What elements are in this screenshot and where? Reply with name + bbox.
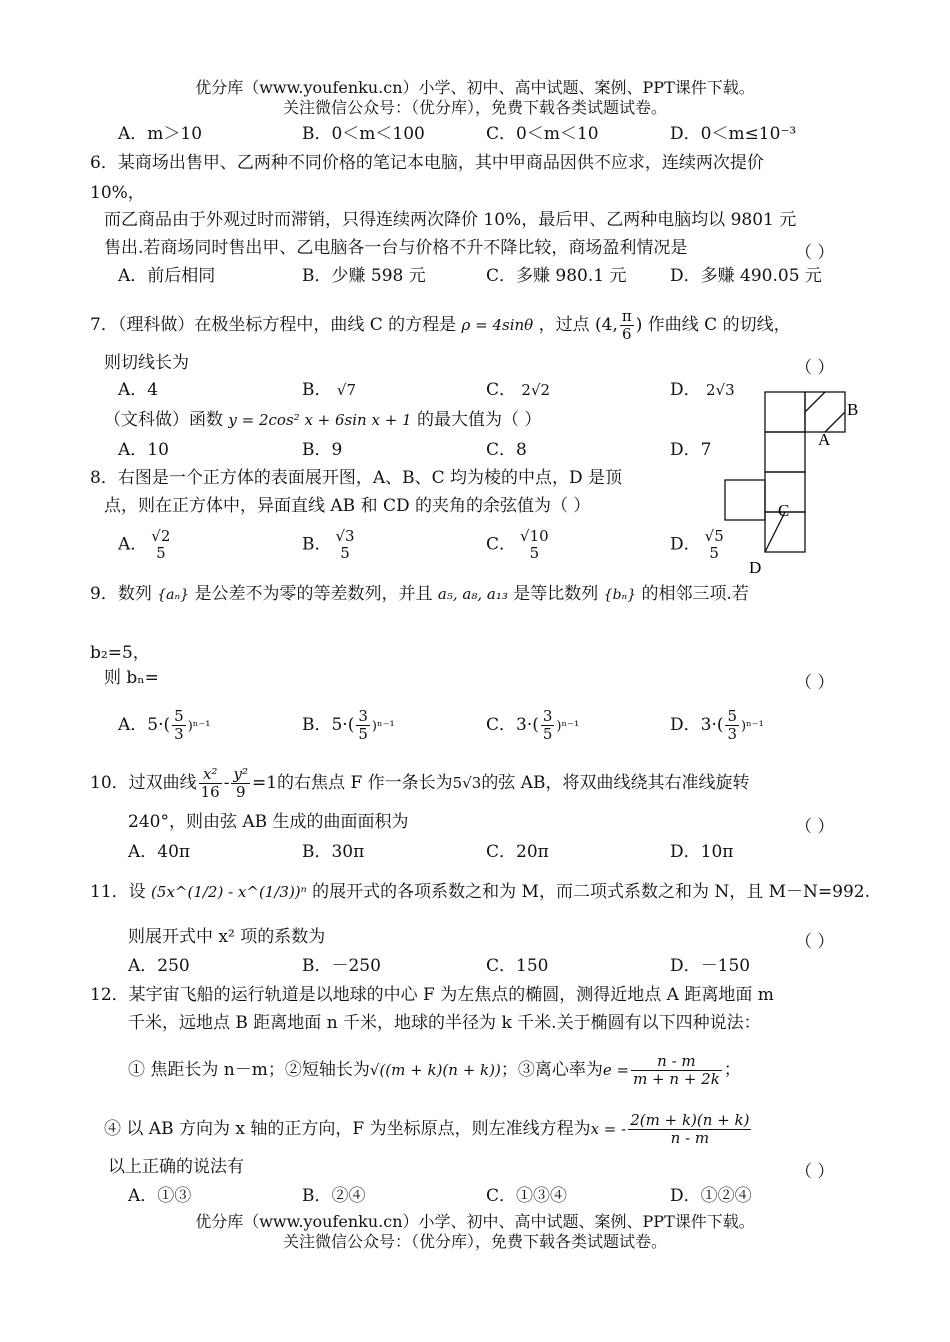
q8-option-c [486, 528, 553, 562]
q12-x: x = - [590, 1120, 627, 1138]
q12-directrix-den: n - m [670, 1129, 710, 1147]
q8-line-1: 8．右图是一个正方体的表面展开图，A、B、C 均为棱的中点，D 是顶 [90, 468, 623, 488]
q9-option-d [670, 708, 764, 743]
q9-c-exp: )ⁿ⁻¹ [556, 719, 580, 734]
q7-wenke-option-d: D．7 [670, 440, 712, 460]
q8-d-den: 5 [709, 544, 719, 562]
q12-s3: ；③离心率为 [500, 1060, 603, 1080]
q7-pi-over-6 [620, 308, 634, 343]
q12-directrix-num: 2(m + k)(n + k) [630, 1111, 750, 1129]
q11-text-1: 11．设 [90, 882, 146, 902]
q7-option-c-label: C． [486, 380, 517, 400]
q7-wenke-option-a: A．10 [118, 440, 169, 460]
q10-option-b: B．30π [302, 842, 365, 862]
q7-option-d-value: 2√3 [706, 381, 735, 399]
q8-line-2: 点，则在正方体中，异面直线 AB 和 CD 的夹角的余弦值为（ ） [104, 496, 591, 516]
q7-wenke-option-b: B．9 [302, 440, 343, 460]
q9-b-exp: )ⁿ⁻¹ [371, 719, 395, 734]
footer-line-2: 关注微信公众号：（优分库），免费下载各类试题试卷。 [282, 1232, 667, 1251]
q8-option-b [302, 528, 359, 562]
q9-bn: {bₙ} [603, 587, 637, 603]
q7-wenke-option-c: C．8 [486, 440, 527, 460]
q12-line-2: 千米，远地点 B 距离地面 n 千米，地球的半径为 k 千米.关于椭圆有以下四种说法： [128, 1013, 761, 1033]
q11-option-a: A．250 [128, 956, 190, 976]
net-face-3 [765, 432, 805, 472]
q11-option-b: B．－250 [302, 956, 381, 976]
q12-ecc-num: n - m [631, 1053, 722, 1071]
q11-answer-paren: （ ） [795, 932, 835, 952]
q10-chord: 5√3 [452, 774, 482, 792]
q7-option-b-value: √7 [336, 381, 357, 399]
q7-option-c [486, 380, 550, 400]
q7-wenke-text: （文科做）函数 [104, 410, 223, 430]
q7-text-c: 作曲线 C 的切线， [647, 315, 791, 335]
q8-a-den: 5 [156, 544, 166, 562]
q8-option-b-label: B． [302, 534, 332, 555]
q8-option-a [118, 528, 174, 562]
q9-d-den: 3 [727, 725, 738, 743]
q12-option-d: D．①②④ [670, 1186, 752, 1206]
q9-answer-paren: （ ） [795, 673, 835, 693]
q8-c-den: 5 [529, 544, 540, 562]
label-c: C [778, 501, 790, 520]
q9-c-label: C．3·( [486, 715, 539, 735]
q7-line-2: 则切线长为 [104, 353, 189, 373]
q5-option-c: C．0＜m＜10 [486, 124, 599, 144]
q9-a-frac [172, 708, 186, 743]
q12-statements-1-3 [128, 1053, 741, 1088]
net-face-5 [725, 480, 765, 520]
q9-text-1: 9．数列 [90, 584, 152, 604]
q9-text-2: 是公差不为零的等差数列，并且 [194, 584, 433, 604]
q9-b-num: 3 [358, 707, 368, 725]
q11-expression: (5x^(1/2) - x^(1/3))ⁿ [151, 883, 307, 901]
q12-option-c: C．①③④ [486, 1186, 568, 1206]
q6-line-1: 6．某商场出售甲、乙两种不同价格的笔记本电脑，其中甲商品因供不应求，连续两次提价 [90, 153, 764, 173]
q9-a-label: A．5·( [118, 715, 171, 735]
q10-minus: - [223, 773, 230, 793]
q7-point-open: (4, [595, 315, 618, 335]
q10-option-a: A．40π [128, 842, 191, 862]
q6-answer-paren: （ ） [795, 243, 835, 263]
q12-option-a: A．①③ [128, 1186, 192, 1206]
q9-line-3: 则 bₙ= [104, 668, 159, 688]
q6-line-3: 而乙商品由于外观过时而滞销，只得连续两次降价 10%，最后甲、乙两种电脑均以 9801 元 [104, 210, 797, 230]
q9-d-label: D．3·( [670, 715, 724, 735]
q5-option-b: B．0＜m＜100 [302, 124, 425, 144]
q12-s4: ④ 以 AB 方向为 x 轴的正方向，F 为坐标原点，则左准线方程为 [104, 1119, 591, 1139]
q7-option-c-value: 2√2 [521, 381, 551, 399]
q9-option-a [118, 708, 210, 743]
q6-option-d: D．多赚 490.05 元 [670, 266, 822, 286]
q11-option-c: C．150 [486, 956, 549, 976]
q7-wenke-equation: y = 2cos² x + 6sin x + 1 [228, 411, 412, 429]
q7-point-close: ) [635, 315, 643, 335]
q7-answer-paren: （ ） [795, 358, 835, 378]
q10-x2: x² [199, 766, 222, 784]
cube-net-figure [720, 385, 870, 580]
q6-line-4: 售出.若商场同时售出甲、乙电脑各一台与价格不升不降比较，商场盈利情况是 [104, 238, 688, 258]
q7-wenke-text-b: 的最大值为（ ） [416, 410, 542, 430]
label-b: B [847, 400, 859, 419]
q12-line-1: 12．某宇宙飞船的运行轨道是以地球的中心 F 为左焦点的椭圆，测得近地点 A 距离地面 m [90, 985, 774, 1005]
q9-line-2: b₂=5， [90, 643, 150, 663]
q7-option-a: A．4 [118, 380, 159, 400]
q10-line-2: 240°，则由弦 AB 生成的曲面面积为 [128, 812, 409, 832]
q10-text-1: 10．过双曲线 [90, 773, 197, 793]
q12-semicolon: ； [723, 1060, 741, 1080]
q10-frac-x [199, 766, 222, 801]
q12-line-4: 以上正确的说法有 [108, 1157, 244, 1177]
q9-a-exp: )ⁿ⁻¹ [187, 719, 211, 734]
q9-a-num: 5 [174, 707, 184, 725]
q9-c-frac [541, 708, 555, 743]
q11-line-1 [90, 882, 870, 902]
q12-ecc-den: m + n + 2k [633, 1070, 720, 1088]
net-face-1 [765, 392, 805, 432]
q9-text-3: 是等比数列 [513, 584, 599, 604]
q12-directrix-frac [628, 1112, 751, 1147]
q10-text-3: 的弦 AB，将双曲线绕其右准线旋转 [481, 773, 750, 793]
q10-9: 9 [235, 783, 246, 801]
q7-six: 6 [622, 325, 632, 343]
q9-terms: a₅, a₈, a₁₃ [437, 585, 508, 603]
header-line-1: 优分库（www.youfenku.cn）小学、初中、高中试题、案例、PPT课件下载。 [195, 78, 755, 97]
q8-b-den: 5 [340, 544, 350, 562]
q9-a-den: 3 [174, 725, 184, 743]
q12-e: e = [602, 1061, 630, 1079]
q6-option-c: C．多赚 980.1 元 [486, 266, 627, 286]
q12-statement-4 [104, 1112, 753, 1147]
q7-option-b [302, 380, 356, 400]
q8-option-c-label: C． [486, 534, 517, 555]
q7-pi: π [621, 307, 632, 325]
q7-option-d-label: D． [670, 380, 701, 400]
q7-line-1 [90, 308, 791, 343]
q10-option-d: D．10π [670, 842, 734, 862]
q8-a-num: √2 [151, 527, 171, 545]
q9-option-c [486, 708, 579, 743]
q10-eq1: =1 [251, 773, 278, 793]
q8-b-num: √3 [335, 527, 355, 545]
q7-option-b-label: B． [302, 380, 332, 400]
q8-c-num: √10 [520, 527, 549, 545]
q9-d-frac [725, 708, 739, 743]
q10-answer-paren: （ ） [795, 817, 835, 837]
q11-line-2: 则展开式中 x² 项的系数为 [128, 927, 326, 947]
q11-text-2: 的展开式的各项系数之和为 M，而二项式系数之和为 N，且 M－N=992. [312, 882, 871, 902]
q5-option-a: A．m＞10 [118, 124, 203, 144]
q9-b-den: 5 [358, 725, 368, 743]
header-line-2: 关注微信公众号：（优分库），免费下载各类试题试卷。 [282, 98, 667, 117]
q10-y2: y² [233, 765, 248, 783]
q10-line-1 [90, 766, 750, 801]
q8-option-c-frac [518, 528, 551, 562]
q9-c-den: 5 [542, 725, 553, 743]
q12-minor-axis: √((m + k)(n + k)) [369, 1061, 501, 1079]
q12-s1: ① 焦距长为 n－m；②短轴长为 [128, 1060, 370, 1080]
q8-option-a-label: A． [118, 534, 148, 555]
q8-option-d-frac [703, 528, 726, 562]
q7-wenke-line [104, 410, 541, 430]
net-face-2 [805, 392, 845, 432]
q8-option-d [670, 528, 728, 562]
q12-ecc-frac [631, 1053, 722, 1088]
q8-option-d-label: D． [670, 534, 701, 555]
label-a: A [818, 430, 831, 449]
q10-text-2: 的右焦点 F 作一条长为 [277, 773, 453, 793]
q9-b-label: B．5·( [302, 715, 355, 735]
q6-line-2: 10%， [90, 183, 145, 203]
q6-option-a: A．前后相同 [118, 266, 216, 286]
q6-option-b: B．少赚 598 元 [302, 266, 426, 286]
q10-frac-y [231, 766, 250, 801]
q7-text-b: ，过点 [538, 315, 590, 335]
q10-16: 16 [200, 783, 220, 801]
q9-d-exp: )ⁿ⁻¹ [741, 719, 764, 734]
q7-equation: ρ = 4sinθ [461, 316, 534, 334]
q9-b-frac [356, 708, 370, 743]
footer-line-1: 优分库（www.youfenku.cn）小学、初中、高中试题、案例、PPT课件下载。 [195, 1212, 755, 1231]
q8-option-a-frac [149, 528, 172, 562]
q8-d-num: √5 [704, 527, 724, 545]
q8-option-b-frac [334, 528, 357, 562]
net-segment-ab [825, 412, 845, 432]
q9-line-1 [90, 584, 749, 605]
q9-d-num: 5 [727, 707, 738, 725]
q10-option-c: C．20π [486, 842, 549, 862]
q12-answer-paren: （ ） [795, 1162, 835, 1182]
q9-an: {aₙ} [157, 587, 190, 603]
label-d: D [749, 558, 762, 577]
q12-option-b: B．②④ [302, 1186, 366, 1206]
q9-text-4: 的相邻三项.若 [641, 584, 749, 604]
q5-option-d: D．0＜m≤10⁻³ [670, 124, 797, 144]
q11-option-d: D．－150 [670, 956, 751, 976]
q7-text-a: 7．（理科做）在极坐标方程中，曲线 C 的方程是 [90, 315, 457, 335]
net-diag-upper [805, 392, 825, 412]
q9-c-num: 3 [542, 707, 553, 725]
q9-option-b [302, 708, 395, 743]
